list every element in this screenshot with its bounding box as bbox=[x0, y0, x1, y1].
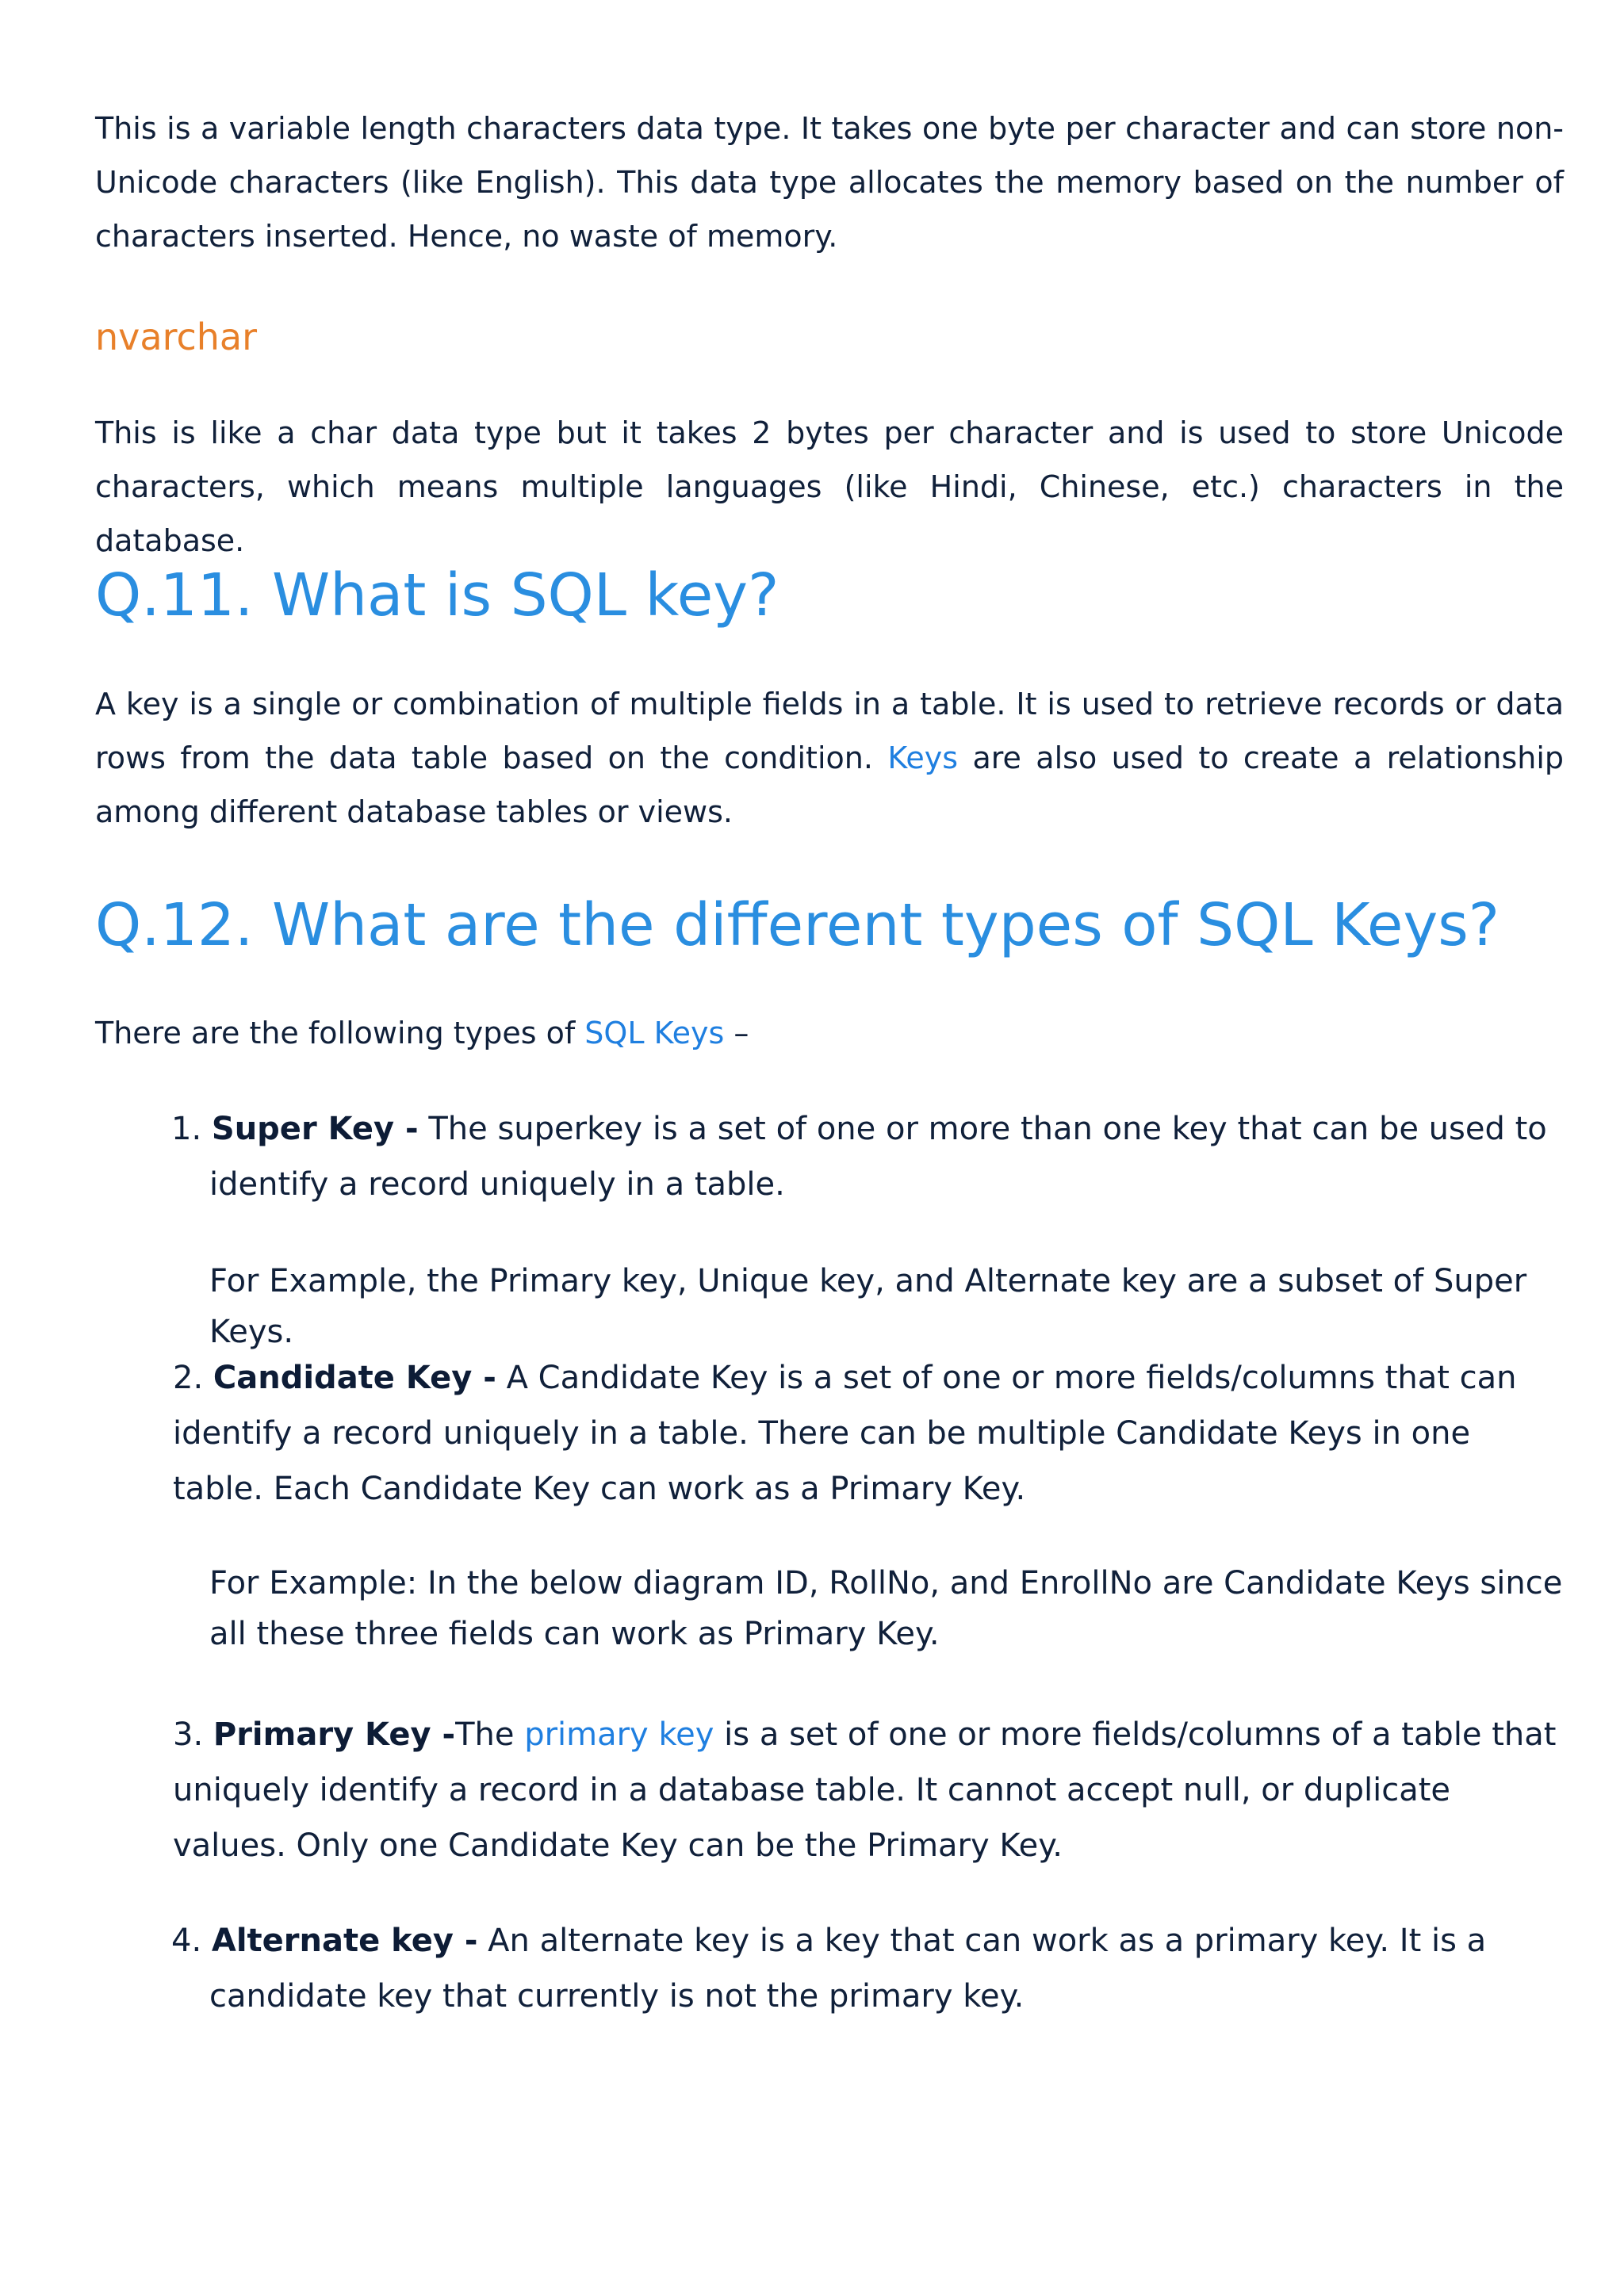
term-candidate-key: Candidate Key - bbox=[213, 1360, 496, 1396]
nvarchar-description: This is like a char data type but it takes 2 bytes per character and is used to store Unicode characters, which means multiple languages (like Hindi, Chinese, etc.) characters in the database. bbox=[95, 415, 1564, 558]
list-number: 1. bbox=[171, 1111, 202, 1147]
q11-text-end: are also used to create a relationship among different database tables or views. bbox=[95, 740, 1565, 829]
super-key-example: For Example, the Primary key, Unique key, and Alternate key are a subset of Super Keys. bbox=[209, 1263, 1527, 1350]
q11-heading: Q.11. What is SQL key? bbox=[95, 561, 779, 629]
nvarchar-heading: nvarchar bbox=[95, 316, 258, 358]
primary-key-text-end: is a set of one or more fields/columns of a table that uniquely identify a record in a database table. It cannot accept null, or duplicate values. Only one Candidate Key can be the Primary Key. bbox=[173, 1716, 1557, 1864]
list-item-candidate-key bbox=[173, 1350, 1568, 1517]
q12-intro bbox=[95, 1006, 1564, 1060]
term-primary-key: Primary Key - bbox=[213, 1716, 456, 1753]
term-alternate-key: Alternate key - bbox=[211, 1923, 478, 1959]
list-item-alternate-key bbox=[171, 1913, 1621, 2024]
list-item-primary-key bbox=[173, 1707, 1568, 1873]
q12-heading: Q.12. What are the different types of SQL Keys? bbox=[95, 891, 1500, 959]
q11-text-start: A key is a single or combination of multiple fields in a table. It is used to retrieve records or data rows from the data table based on the condition. bbox=[95, 687, 1564, 775]
primary-key-text-start: The bbox=[455, 1716, 525, 1753]
sql-keys-link[interactable]: SQL Keys bbox=[584, 1016, 725, 1050]
candidate-key-definition: A Candidate Key is a set of one or more fields/columns that can identify a record uniquely in a table. There can be multiple Candidate Keys in one table. Each Candidate Key can work as a Primary Key. bbox=[173, 1360, 1517, 1507]
keys-link[interactable]: Keys bbox=[887, 740, 959, 775]
term-super-key: Super Key - bbox=[211, 1111, 419, 1147]
q12-intro-dash: – bbox=[724, 1016, 749, 1050]
candidate-key-example: For Example: In the below diagram ID, RollNo, and EnrollNo are Candidate Keys since all these three fields can work as Primary Key. bbox=[209, 1565, 1563, 1652]
list-number: 2. bbox=[173, 1360, 204, 1396]
super-key-definition: The superkey is a set of one or more than one key that can be used to identify a record uniquely in a table. bbox=[209, 1111, 1547, 1203]
primary-key-link[interactable]: primary key bbox=[524, 1716, 714, 1753]
list-item-super-key bbox=[171, 1101, 1621, 1212]
q12-intro-text: There are the following types of bbox=[95, 1016, 585, 1050]
list-number: 4. bbox=[171, 1923, 202, 1959]
varchar-description: This is a variable length characters data type. It takes one byte per character and can store non-Unicode characters (like English). This data type allocates the memory based on the number of characters inserted. Hence, no waste of memory. bbox=[95, 111, 1564, 254]
q11-paragraph bbox=[95, 677, 1564, 839]
alternate-key-definition: An alternate key is a key that can work as a primary key. It is a candidate key that currently is not the primary key. bbox=[209, 1923, 1487, 2015]
list-number: 3. bbox=[173, 1716, 204, 1753]
